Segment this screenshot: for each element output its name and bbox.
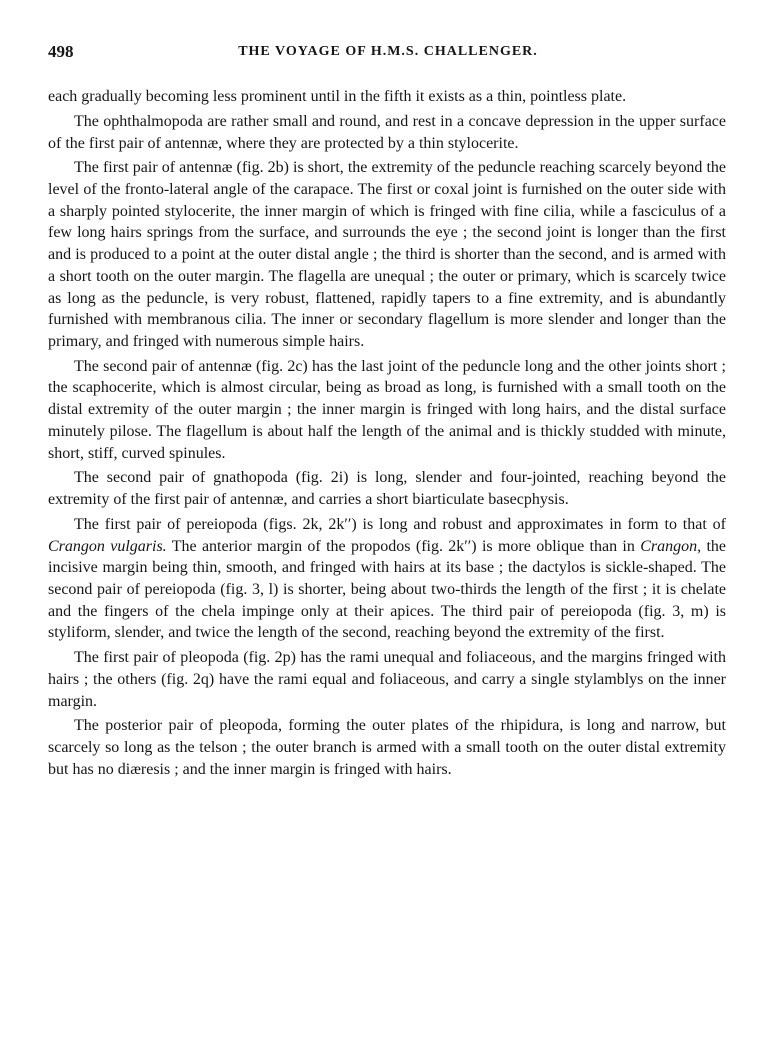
paragraph-ophthalmopoda: The ophthalmopoda are rather small and round, and rest in a concave depression in the upper surface of the first pair of antennæ, where they are protected by a thin stylocerite. bbox=[48, 112, 726, 152]
body-text bbox=[48, 86, 726, 784]
paragraph-first-pleopoda: The first pair of pleopoda (fig. 2p) has the rami unequal and foliaceous, and the margins fringed with hairs ; the others (fig. 2q) have the rami equal and foliaceous, and carry a single stylamblys on the inner margin. bbox=[48, 649, 726, 710]
paragraph-posterior-pleopoda: The posterior pair of pleopoda, forming the outer plates of the rhipidura, is long and narrow, but scarcely so long as the telson ; the outer branch is armed with a small tooth on the outer distal extremity but has no diæresis ; and the inner margin is fringed with hairs. bbox=[48, 717, 726, 778]
paragraph-gnathopoda: The second pair of gnathopoda (fig. 2i) is long, slender and four-jointed, reaching beyond the extremity of the first pair of antennæ, and carries a short biarticulate basecphysis. bbox=[48, 469, 726, 509]
genus-name-crangon: Crangon, bbox=[640, 537, 702, 555]
page-header bbox=[48, 42, 728, 66]
running-title: THE VOYAGE OF H.M.S. CHALLENGER. bbox=[238, 44, 538, 59]
paragraph-continuation: each gradually becoming less prominent until in the fifth it exists as a thin, pointless plate. bbox=[48, 88, 627, 105]
paragraph-second-antennae: The second pair of antennæ (fig. 2c) has the last joint of the peduncle long and the other joints short ; the scaphocerite, which is almost circular, being as broad as long, is furnished with a small tooth on the distal extremity of the outer margin ; the inner margin is fringed with long hairs, and the distal surface minutely pilose. The flagellum is about half the length of the animal and is thickly studded with minute, short, stiff, curved spinules. bbox=[48, 357, 726, 462]
pereiopoda-text-b: The anterior margin of the propodos (fig. 2k′′) is more oblique than in bbox=[166, 537, 641, 555]
species-name-crangon-vulgaris: Crangon vulgaris. bbox=[48, 537, 167, 555]
paragraph-first-antennae: The first pair of antennæ (fig. 2b) is short, the extremity of the peduncle reaching scarcely beyond the level of the fronto-lateral angle of the carapace. The first or coxal joint is furnished on the outer side with a sharply pointed stylocerite, the inner margin of which is fringed with fine cilia, while a fasciculus of a few long hairs springs from the surface, and surrounds the eye ; the second joint is longer than the first and is produced to a point at the outer distal angle ; the third is shorter than the second, and is armed with a short tooth on the outer margin. The flagella are unequal ; the outer or primary, which is scarcely twice as long as the peduncle, is very robust, flattened, rapidly tapers to a fine extremity, and is abundantly furnished with membranous cilia. The inner or secondary flagellum is more slender and longer than the primary, and fringed with numerous simple hairs. bbox=[48, 159, 726, 350]
page-number: 498 bbox=[48, 42, 74, 61]
pereiopoda-text-c: the incisive margin being thin, smooth, and fringed with hairs at its base ; the dactylos is sickle-shaped. The second pair of pereiopoda (fig. 3, l) is shorter, being about two-thirds the length of the first ; it is chelate and the fingers of the chela impinge only at their apices. The third pair of pereiopoda (fig. 3, m) is styliform, slender, and twice the length of the second, reaching beyond the extremity of the first. bbox=[48, 537, 726, 642]
pereiopoda-text-a: The first pair of pereiopoda (figs. 2k, 2k′′) is long and robust and approximates in form to that of bbox=[74, 515, 726, 533]
paragraph-pereiopoda bbox=[48, 514, 726, 644]
